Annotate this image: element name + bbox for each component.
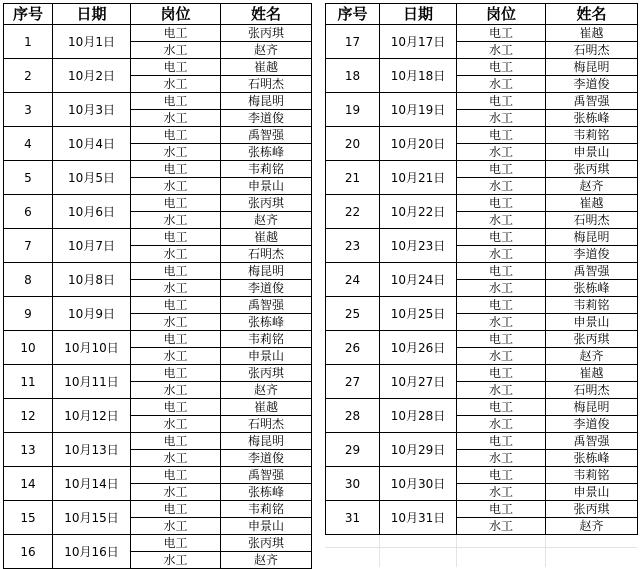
cell-index: 28 [326, 399, 380, 433]
cell-post: 电工 [457, 331, 546, 348]
cell-name: 张栋峰 [546, 110, 638, 127]
cell-date: 10月14日 [53, 467, 131, 501]
schedule-row [4, 59, 312, 76]
cell-date: 10月23日 [380, 229, 457, 263]
cell-name: 石明杰 [221, 76, 312, 93]
cell-name: 韦莉铭 [546, 127, 638, 144]
header-name: 姓名 [221, 4, 312, 25]
cell-post: 水工 [131, 416, 221, 433]
cell-name: 张栋峰 [221, 314, 312, 331]
cell-name: 张丙琪 [221, 535, 312, 552]
cell-post: 电工 [131, 229, 221, 246]
cell-post: 电工 [131, 25, 221, 42]
header-name: 姓名 [546, 4, 638, 25]
cell-name: 梅昆明 [221, 263, 312, 280]
cell-date: 10月24日 [380, 263, 457, 297]
cell-post: 电工 [131, 161, 221, 178]
schedule-row [326, 195, 638, 212]
cell-index: 9 [4, 297, 53, 331]
cell-post: 水工 [457, 450, 546, 467]
cell-post: 水工 [131, 552, 221, 569]
header-date: 日期 [380, 4, 457, 25]
cell-name: 韦莉铭 [221, 501, 312, 518]
cell-post: 水工 [131, 178, 221, 195]
cell-post: 水工 [131, 382, 221, 399]
cell-post: 电工 [131, 399, 221, 416]
cell-name: 申景山 [546, 484, 638, 501]
cell-date: 10月20日 [380, 127, 457, 161]
cell-post: 水工 [457, 76, 546, 93]
cell-post: 电工 [457, 399, 546, 416]
cell-name: 赵齐 [221, 552, 312, 569]
cell-post: 电工 [457, 161, 546, 178]
cell-post: 水工 [457, 144, 546, 161]
cell-name: 崔越 [546, 195, 638, 212]
schedule-row [4, 127, 312, 144]
cell-date: 10月18日 [380, 59, 457, 93]
cell-post: 水工 [457, 212, 546, 229]
cell-index: 22 [326, 195, 380, 229]
cell-post: 水工 [457, 246, 546, 263]
schedule-row [326, 59, 638, 76]
cell-name: 禹智强 [546, 263, 638, 280]
cell-date: 10月26日 [380, 331, 457, 365]
cell-name: 梅昆明 [546, 59, 638, 76]
header-row [4, 4, 312, 25]
schedule-row [4, 467, 312, 484]
schedule-row [326, 501, 638, 518]
cell-date: 10月9日 [53, 297, 131, 331]
schedule-row [4, 93, 312, 110]
cell-post: 水工 [131, 450, 221, 467]
schedule-row [4, 535, 312, 552]
header-index: 序号 [4, 4, 53, 25]
schedule-row [326, 297, 638, 314]
cell-name: 韦莉铭 [546, 297, 638, 314]
cell-date: 10月15日 [53, 501, 131, 535]
cell-name: 张栋峰 [546, 280, 638, 297]
cell-post: 水工 [131, 42, 221, 59]
schedule-row [4, 263, 312, 280]
cell-index: 26 [326, 331, 380, 365]
cell-name: 赵齐 [546, 178, 638, 195]
cell-index: 13 [4, 433, 53, 467]
cell-index: 11 [4, 365, 53, 399]
cell-post: 电工 [457, 229, 546, 246]
cell-post: 水工 [131, 314, 221, 331]
cell-name: 梅昆明 [221, 433, 312, 450]
cell-post: 电工 [131, 195, 221, 212]
schedule-row [4, 501, 312, 518]
cell-name: 崔越 [221, 229, 312, 246]
cell-date: 10月2日 [53, 59, 131, 93]
cell-name: 禹智强 [546, 433, 638, 450]
cell-name: 申景山 [221, 348, 312, 365]
schedule-row [326, 399, 638, 416]
schedule-row [326, 331, 638, 348]
header-post: 岗位 [131, 4, 221, 25]
cell-index: 3 [4, 93, 53, 127]
cell-date: 10月3日 [53, 93, 131, 127]
cell-name: 李道俊 [546, 76, 638, 93]
cell-index: 29 [326, 433, 380, 467]
cell-name: 张丙琪 [546, 331, 638, 348]
cell-date: 10月21日 [380, 161, 457, 195]
cell-name: 张丙琪 [221, 365, 312, 382]
cell-post: 电工 [131, 365, 221, 382]
cell-index: 30 [326, 467, 380, 501]
cell-name: 张丙琪 [221, 195, 312, 212]
cell-index: 17 [326, 25, 380, 59]
cell-date: 10月12日 [53, 399, 131, 433]
cell-name: 张丙琪 [546, 501, 638, 518]
cell-post: 水工 [131, 110, 221, 127]
cell-date: 10月31日 [380, 501, 457, 535]
cell-name: 张栋峰 [546, 450, 638, 467]
cell-name: 禹智强 [221, 297, 312, 314]
schedule-row [4, 331, 312, 348]
cell-name: 申景山 [221, 178, 312, 195]
cell-post: 水工 [457, 484, 546, 501]
cell-name: 申景山 [546, 314, 638, 331]
schedule-body-right [326, 25, 638, 535]
cell-name: 张栋峰 [221, 144, 312, 161]
cell-post: 电工 [131, 93, 221, 110]
cell-name: 李道俊 [546, 416, 638, 433]
cell-post: 水工 [131, 348, 221, 365]
cell-index: 8 [4, 263, 53, 297]
cell-date: 10月11日 [53, 365, 131, 399]
cell-name: 赵齐 [221, 42, 312, 59]
cell-post: 电工 [457, 467, 546, 484]
cell-index: 24 [326, 263, 380, 297]
header-date: 日期 [53, 4, 131, 25]
cell-name: 赵齐 [546, 348, 638, 365]
cell-name: 崔越 [221, 59, 312, 76]
cell-index: 12 [4, 399, 53, 433]
schedule-row [326, 433, 638, 450]
cell-post: 电工 [131, 433, 221, 450]
cell-date: 10月8日 [53, 263, 131, 297]
cell-index: 15 [4, 501, 53, 535]
header-post: 岗位 [457, 4, 546, 25]
cell-name: 张丙琪 [546, 161, 638, 178]
header-row [326, 4, 638, 25]
cell-post: 水工 [131, 76, 221, 93]
cell-index: 14 [4, 467, 53, 501]
cell-date: 10月16日 [53, 535, 131, 569]
cell-date: 10月27日 [380, 365, 457, 399]
cell-post: 水工 [131, 246, 221, 263]
schedule-row [4, 229, 312, 246]
cell-name: 赵齐 [221, 212, 312, 229]
cell-name: 石明杰 [546, 382, 638, 399]
schedule-row [326, 229, 638, 246]
cell-post: 电工 [457, 59, 546, 76]
cell-date: 10月6日 [53, 195, 131, 229]
cell-date: 10月10日 [53, 331, 131, 365]
cell-post: 电工 [457, 93, 546, 110]
cell-name: 禹智强 [221, 127, 312, 144]
cell-name: 李道俊 [221, 450, 312, 467]
cell-index: 23 [326, 229, 380, 263]
cell-name: 张丙琪 [221, 25, 312, 42]
cell-post: 电工 [457, 263, 546, 280]
cell-name: 韦莉铭 [221, 161, 312, 178]
cell-index: 16 [4, 535, 53, 569]
cell-post: 水工 [131, 212, 221, 229]
schedule-table-right [325, 3, 638, 535]
schedule-row [4, 399, 312, 416]
cell-date: 10月19日 [380, 93, 457, 127]
schedule-row [4, 25, 312, 42]
cell-post: 水工 [457, 42, 546, 59]
schedule-row [326, 161, 638, 178]
cell-index: 20 [326, 127, 380, 161]
cell-index: 31 [326, 501, 380, 535]
cell-post: 电工 [457, 195, 546, 212]
cell-name: 李道俊 [221, 280, 312, 297]
schedule-row [326, 93, 638, 110]
cell-name: 崔越 [221, 399, 312, 416]
cell-name: 崔越 [546, 365, 638, 382]
cell-date: 10月7日 [53, 229, 131, 263]
cell-post: 电工 [131, 535, 221, 552]
cell-date: 10月5日 [53, 161, 131, 195]
cell-post: 水工 [457, 348, 546, 365]
cell-post: 电工 [131, 501, 221, 518]
cell-name: 禹智强 [546, 93, 638, 110]
schedule-table-left [3, 3, 312, 569]
cell-name: 梅昆明 [546, 229, 638, 246]
cell-name: 禹智强 [221, 467, 312, 484]
cell-name: 石明杰 [221, 246, 312, 263]
cell-date: 10月30日 [380, 467, 457, 501]
schedule-row [4, 161, 312, 178]
cell-post: 电工 [457, 433, 546, 450]
sheet-gridline [545, 530, 546, 567]
cell-post: 电工 [457, 25, 546, 42]
cell-post: 电工 [131, 467, 221, 484]
cell-post: 水工 [131, 280, 221, 297]
cell-post: 水工 [457, 314, 546, 331]
schedule-row [4, 195, 312, 212]
cell-post: 水工 [131, 144, 221, 161]
cell-post: 电工 [457, 127, 546, 144]
schedule-row [4, 297, 312, 314]
cell-name: 石明杰 [546, 212, 638, 229]
cell-name: 申景山 [221, 518, 312, 535]
cell-post: 电工 [457, 501, 546, 518]
cell-index: 7 [4, 229, 53, 263]
sheet-gridline [325, 547, 637, 548]
cell-date: 10月22日 [380, 195, 457, 229]
sheet-gridline [379, 530, 380, 567]
schedule-row [4, 365, 312, 382]
cell-post: 水工 [457, 178, 546, 195]
cell-name: 赵齐 [546, 518, 638, 535]
cell-post: 电工 [131, 127, 221, 144]
cell-index: 25 [326, 297, 380, 331]
cell-post: 水工 [131, 484, 221, 501]
cell-index: 21 [326, 161, 380, 195]
cell-date: 10月13日 [53, 433, 131, 467]
cell-post: 电工 [131, 59, 221, 76]
cell-index: 18 [326, 59, 380, 93]
cell-index: 6 [4, 195, 53, 229]
cell-name: 韦莉铭 [546, 467, 638, 484]
cell-date: 10月17日 [380, 25, 457, 59]
cell-name: 梅昆明 [546, 399, 638, 416]
cell-post: 电工 [131, 331, 221, 348]
schedule-row [4, 433, 312, 450]
cell-name: 李道俊 [546, 246, 638, 263]
schedule-row [326, 127, 638, 144]
sheet-gridline [456, 530, 457, 567]
cell-date: 10月4日 [53, 127, 131, 161]
cell-post: 水工 [457, 518, 546, 535]
header-index: 序号 [326, 4, 380, 25]
cell-index: 2 [4, 59, 53, 93]
cell-post: 电工 [457, 297, 546, 314]
cell-date: 10月29日 [380, 433, 457, 467]
cell-post: 电工 [457, 365, 546, 382]
cell-post: 水工 [131, 518, 221, 535]
cell-date: 10月1日 [53, 25, 131, 59]
cell-post: 水工 [457, 416, 546, 433]
schedule-row [326, 25, 638, 42]
cell-index: 5 [4, 161, 53, 195]
cell-name: 梅昆明 [221, 93, 312, 110]
schedule-row [326, 263, 638, 280]
cell-date: 10月25日 [380, 297, 457, 331]
cell-name: 张栋峰 [221, 484, 312, 501]
cell-index: 1 [4, 25, 53, 59]
cell-post: 水工 [457, 382, 546, 399]
cell-index: 10 [4, 331, 53, 365]
cell-name: 石明杰 [221, 416, 312, 433]
cell-name: 石明杰 [546, 42, 638, 59]
cell-post: 水工 [457, 110, 546, 127]
cell-name: 崔越 [546, 25, 638, 42]
schedule-row [326, 365, 638, 382]
cell-name: 赵齐 [221, 382, 312, 399]
cell-date: 10月28日 [380, 399, 457, 433]
cell-post: 电工 [131, 297, 221, 314]
schedule-body-left [4, 25, 312, 569]
cell-index: 19 [326, 93, 380, 127]
cell-name: 李道俊 [221, 110, 312, 127]
cell-name: 申景山 [546, 144, 638, 161]
schedule-row [326, 467, 638, 484]
cell-post: 电工 [131, 263, 221, 280]
cell-name: 韦莉铭 [221, 331, 312, 348]
cell-post: 水工 [457, 280, 546, 297]
cell-index: 4 [4, 127, 53, 161]
cell-index: 27 [326, 365, 380, 399]
